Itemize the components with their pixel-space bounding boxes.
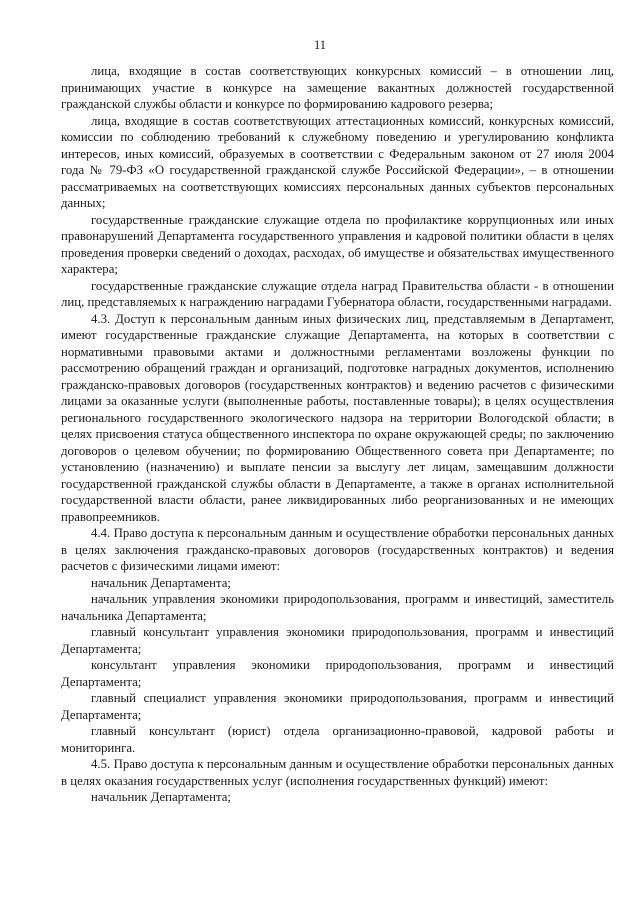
paragraph: начальник Департамента; <box>91 575 231 590</box>
paragraph: начальник Департамента; <box>91 790 231 804</box>
paragraph: государственные гражданские служащие отдела наград Правительства области - в отношении лиц, представляемых к награждению наградами Губернатора области, государственными наградами. <box>61 278 614 309</box>
paragraph: консультант управления экономики природопользования, программ и инвестиций Департамента; <box>61 658 614 689</box>
paragraph: 4.5. Право доступа к персональным данным и осуществление обработки персональных данных в целях оказания государственных услуг (исполнения государственных функций) имеют: <box>61 757 614 788</box>
paragraph: начальник управления экономики природопользования, программ и инвестиций, заместитель начальника Департамента; <box>61 592 614 623</box>
paragraph: 4.3. Доступ к персональным данным иных физических лиц, представляемым в Департамент, имеют государственные гражданские служащие Департамента, на которых в соответствии с нормативными правовыми актами и должностными регламентами возложены функции по рассмотрению обращений граждан и организаций, подготовке наградных документов, исполнению гражданско-правовых договоров (государственных контрактов) и ведению расчетов с физическими лицами за оказанные услуги (выполненные работы, поставленные товары); в целях осуществления регионального государственного экологического надзора на территории Вологодской области; в целях присвоения статуса общественного инспектора по охране окружающей среды; по заключению договоров о целевом обучении; по формированию Общественного совета при Департаменте; по установлению (назначению) и выплате пенсии за выслугу лет лицам, замещавшим должности государственной гражданской службы области в Департаменте, а также в органах исполнительной государственной власти области, ранее ликвидированных либо реорганизованных и не имеющих правопреемников. <box>61 311 614 524</box>
paragraph: 4.4. Право доступа к персональным данным и осуществление обработки персональных данных в целях заключения гражданско-правовых договоров (государственных контрактов) и ведения расчетов с физическими лицами имеют: <box>61 526 614 573</box>
paragraph: главный консультант (юрист) отдела организационно-правовой, кадровой работы и мониторинга. <box>61 724 614 755</box>
paragraph: государственные гражданские служащие отдела по профилактике коррупционных или иных правонарушений Департамента государственного управления и кадровой политики области в целях проведения проверки сведений о доходах, расходах, об имуществе и обязательствах имущественного характера; <box>61 212 614 276</box>
document-body <box>61 63 614 806</box>
paragraph: лица, входящие в состав соответствующих конкурсных комиссий – в отношении лиц, принимающих участие в конкурсе на замещение вакантных должностей государственной гражданской службы области и конкурсе по формированию кадрового резерва; <box>61 64 614 111</box>
page-number: 11 <box>313 38 327 52</box>
paragraph: главный специалист управления экономики природопользования, программ и инвестиций Департамента; <box>61 691 614 722</box>
paragraph: главный консультант управления экономики природопользования, программ и инвестиций Департамента; <box>61 625 614 656</box>
paragraph: лица, входящие в состав соответствующих аттестационных комиссий, конкурсных комиссий, комиссии по соблюдению требований к служебному поведению и урегулированию конфликта интересов, иных комиссий, образуемых в соответствии с Федеральным законом от 27 июля 2004 года № 79-ФЗ «О государственной гражданской службе Российской Федерации», – в отношении рассматриваемых на соответствующих комиссиях персональных данных субъектов персональных данных; <box>61 113 614 210</box>
